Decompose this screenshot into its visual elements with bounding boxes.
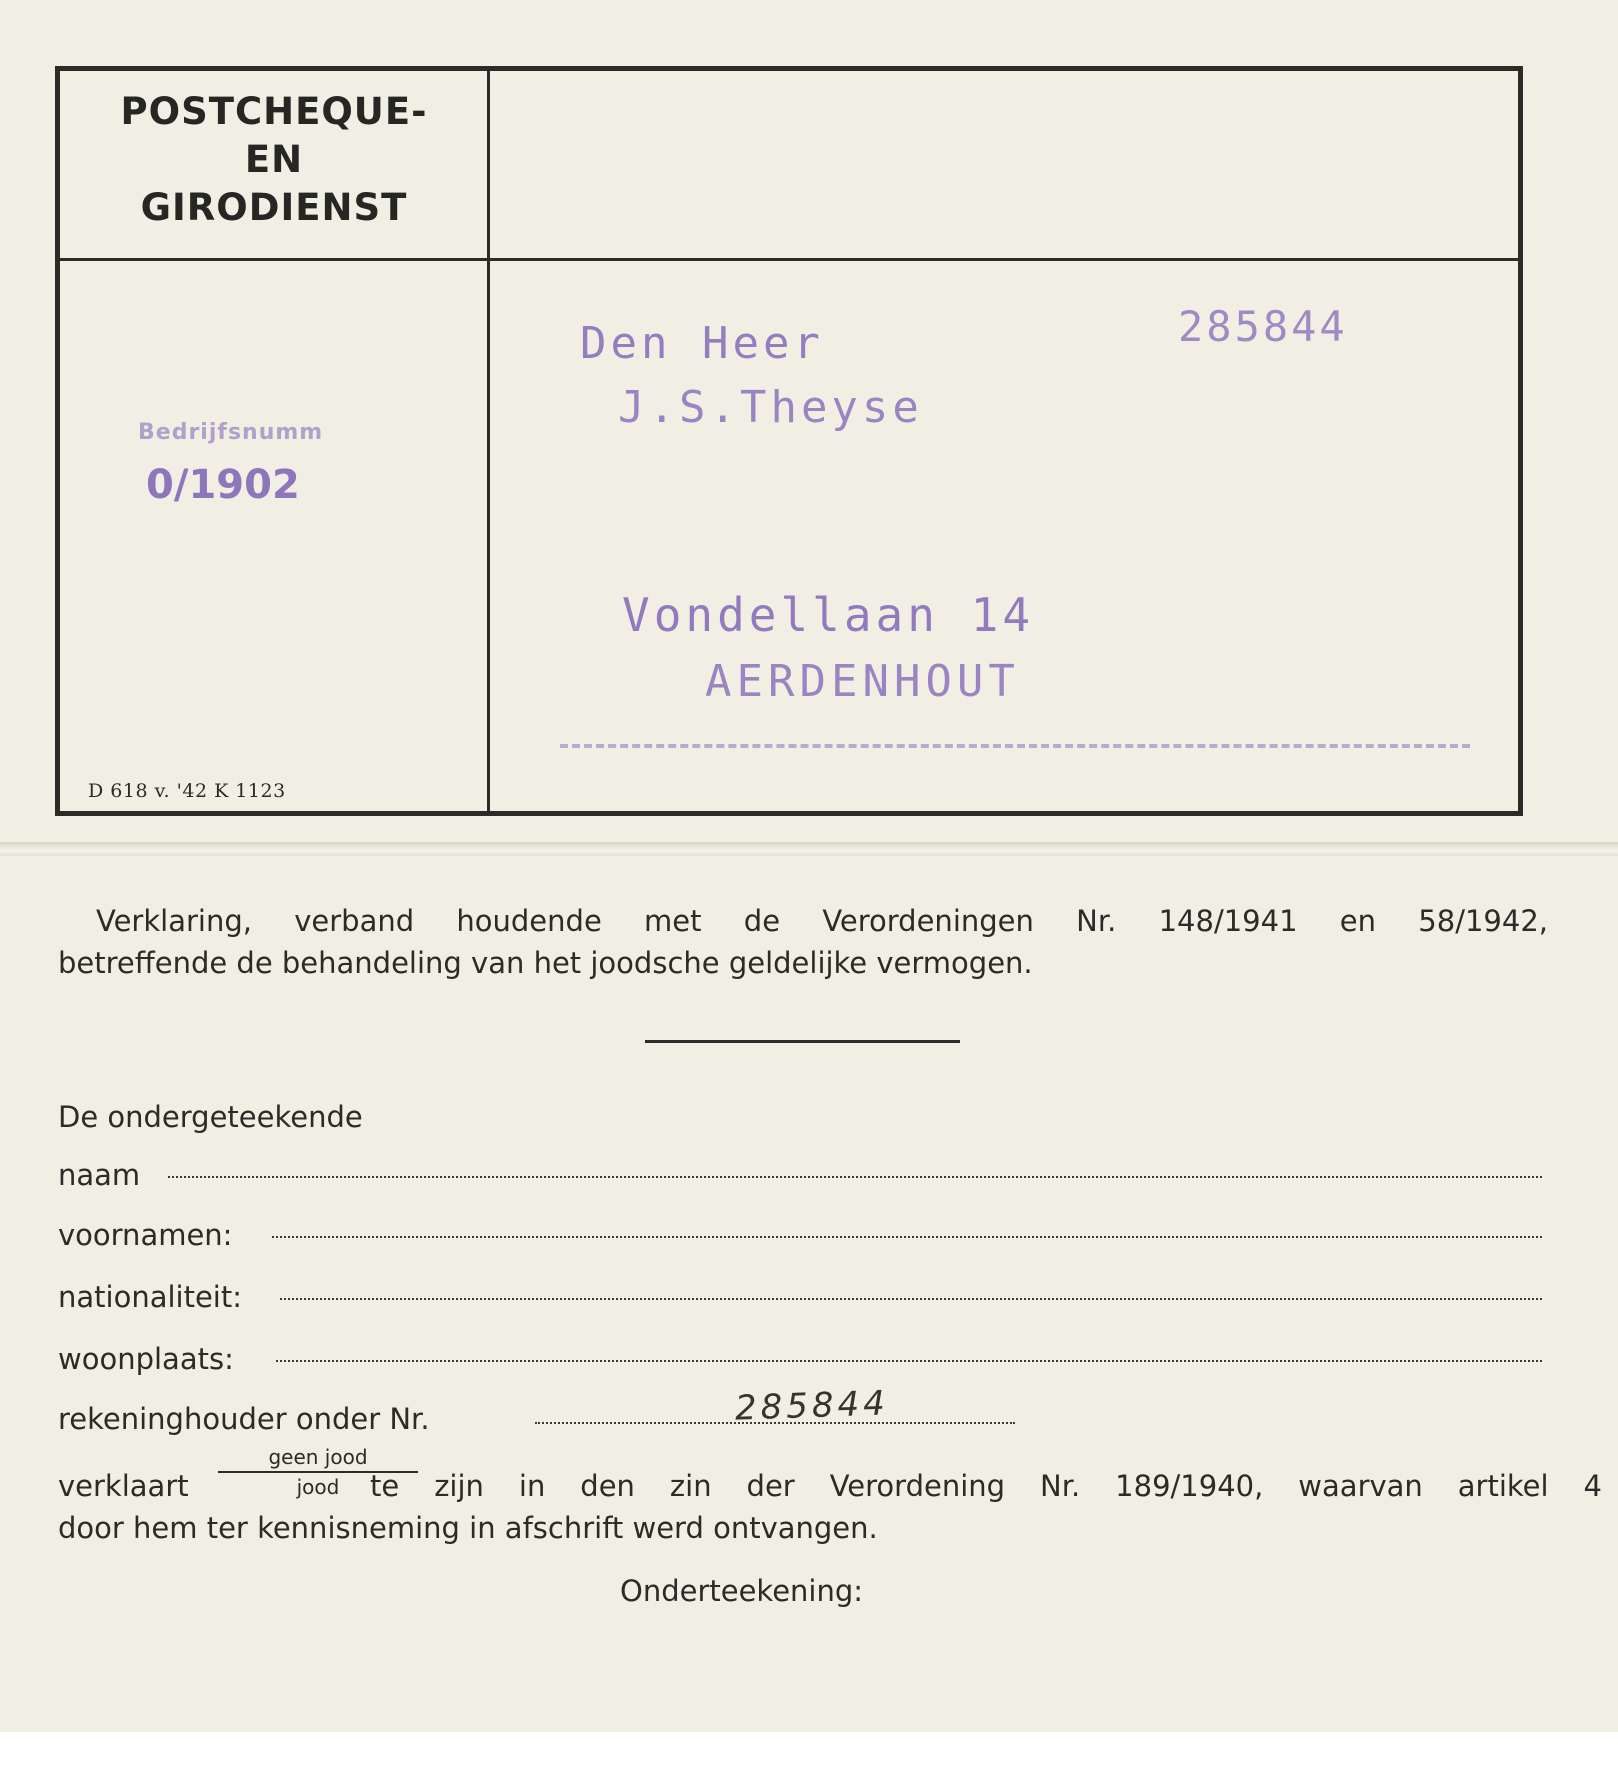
naam-label: naam	[58, 1158, 141, 1192]
statement-line-2: door hem ter kennisneming in afschrift werd ontvangen.	[58, 1511, 878, 1545]
recipient-street: Vondellaan 14	[622, 588, 1035, 642]
statement-line-1: te zijn in den zin der Verordening Nr. 189/1940, waarvan artikel 4	[370, 1469, 1602, 1503]
handwritten-account-number: 285844	[734, 1383, 890, 1429]
header-line-3: GIRODIENST	[140, 186, 408, 229]
sender-stamp-label: Bedrijfsnumm	[138, 420, 324, 445]
recipient-city: AERDENHOUT	[705, 656, 1020, 707]
declaration-intro-line-2: betreffende de behandeling van het joodsche geldelijke vermogen.	[58, 946, 1033, 980]
recipient-name: J.S.Theyse	[618, 382, 923, 433]
signature-label: Onderteekening:	[620, 1574, 864, 1608]
voornamen-field[interactable]	[272, 1236, 1542, 1238]
header-line-1: POSTCHEQUE-	[120, 90, 428, 133]
voornamen-label: voornamen:	[58, 1218, 233, 1252]
woonplaats-label: woonplaats:	[58, 1342, 234, 1376]
naam-field[interactable]	[168, 1176, 1542, 1178]
woonplaats-field[interactable]	[276, 1360, 1542, 1362]
declaration-intro	[58, 900, 1548, 984]
header-line-2: EN	[244, 138, 304, 181]
address-underline	[560, 744, 1470, 748]
choice-jood: jood	[296, 1475, 340, 1499]
recipient-salutation: Den Heer	[580, 318, 824, 369]
recipient-account-number: 285844	[1178, 302, 1348, 351]
nationaliteit-label: nationaliteit:	[58, 1280, 242, 1314]
nationaliteit-field[interactable]	[280, 1298, 1542, 1300]
section-divider	[645, 1040, 960, 1043]
sender-stamp-number: 0/1902	[146, 462, 300, 508]
service-header	[60, 88, 488, 232]
signatory-heading: De ondergeteekende	[58, 1100, 363, 1134]
choice-geen-jood: geen jood	[218, 1445, 418, 1473]
rekeninghouder-label: rekeninghouder onder Nr.	[58, 1402, 430, 1436]
declaration-intro-line-1: Verklaring, verband houdende met de Verordeningen Nr. 148/1941 en 58/1942,	[96, 904, 1548, 938]
verklaart-word: verklaart	[58, 1469, 189, 1503]
form-code: D 618 v. '42 K 1123	[88, 780, 286, 802]
frame-divider-horizontal	[55, 258, 1523, 261]
fold-crease	[0, 842, 1618, 856]
